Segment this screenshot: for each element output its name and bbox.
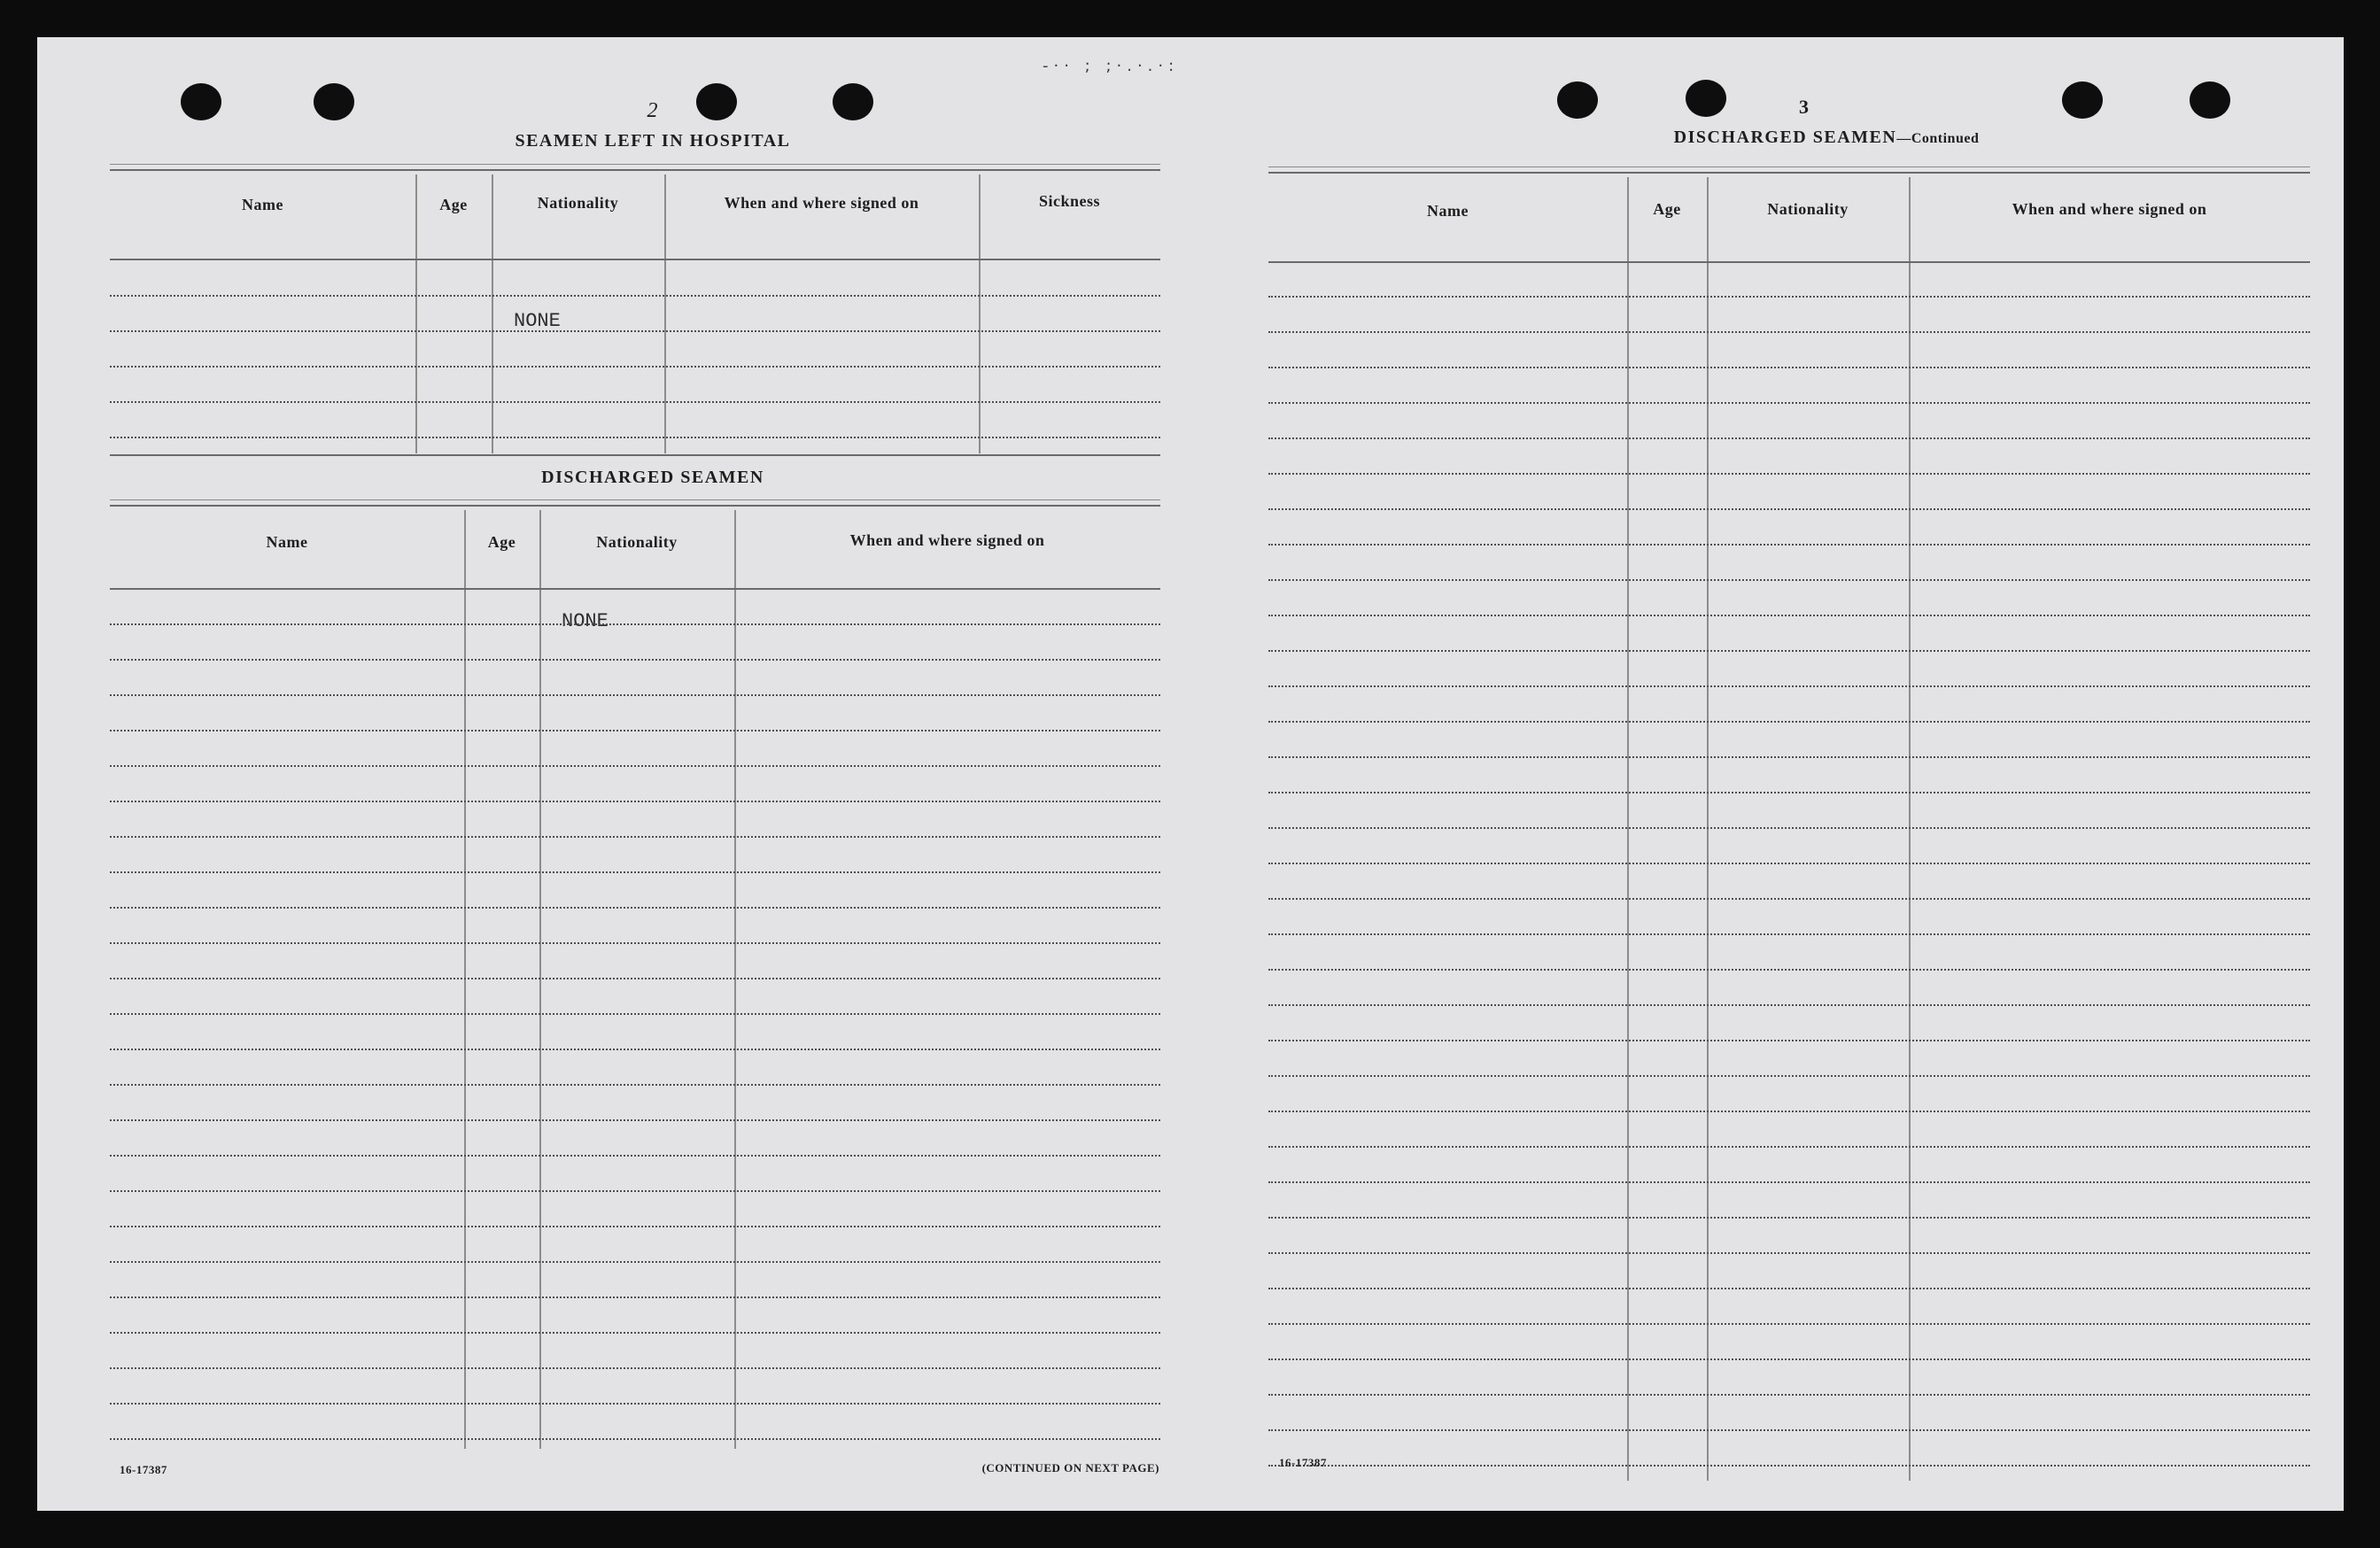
entry-row-line (1268, 1146, 2310, 1148)
divider (1268, 166, 2310, 167)
entry-row-line (1268, 1004, 2310, 1006)
right-page-number: 3 (1799, 96, 1810, 118)
column-rule (492, 174, 493, 453)
entry-row-line (1268, 1111, 2310, 1112)
punch-hole (833, 83, 873, 120)
entry-row-line (1268, 1358, 2310, 1360)
column-rule (734, 510, 736, 1449)
col-header-age: Age (487, 533, 516, 551)
right-title-suffix: —Continued (1896, 131, 1980, 146)
entry-row-line (1268, 1217, 2310, 1219)
form-number-right: 16-17387 (1279, 1456, 1327, 1469)
entry-row-line (110, 1190, 1160, 1192)
entry-row-line (110, 1226, 1160, 1227)
entry-row-line (110, 330, 1160, 332)
hospital-section-title: SEAMEN LEFT IN HOSPITAL (515, 131, 791, 151)
punch-hole (696, 83, 737, 120)
col-header-nationality: Nationality (596, 533, 678, 551)
entry-row-line (1268, 1075, 2310, 1077)
entry-row-line (110, 401, 1160, 403)
entry-row-line (1268, 544, 2310, 546)
punch-hole (2190, 81, 2230, 119)
col-header-name: Name (242, 196, 283, 213)
punch-hole (314, 83, 354, 120)
entry-row-line (1268, 792, 2310, 793)
entry-row-line (110, 1296, 1160, 1298)
entry-row-line (1268, 508, 2310, 510)
entry-row-line (1268, 1465, 2310, 1467)
entry-row-line (1268, 1040, 2310, 1041)
entry-row-line (1268, 969, 2310, 971)
entry-row-line (110, 366, 1160, 368)
entry-row-line (110, 836, 1160, 838)
entry-row-line (110, 907, 1160, 909)
entry-row-line (110, 978, 1160, 979)
entry-row-line (1268, 579, 2310, 581)
punch-hole (2062, 81, 2103, 119)
entry-row-line (110, 1332, 1160, 1334)
entry-row-line (1268, 1429, 2310, 1431)
hospital-entry-none: NONE (514, 310, 561, 332)
entry-row-line (1268, 1394, 2310, 1396)
entry-row-line (110, 1013, 1160, 1015)
entry-row-line (110, 1155, 1160, 1157)
entry-row-line (1268, 296, 2310, 298)
divider (110, 169, 1160, 171)
col-header-signed-on: When and where signed on (2012, 200, 2207, 218)
col-header-nationality: Nationality (1767, 200, 1849, 218)
entry-row-line (110, 871, 1160, 873)
divider (110, 505, 1160, 507)
col-header-name: Name (266, 533, 308, 551)
entry-row-line (110, 801, 1160, 802)
entry-row-line (1268, 756, 2310, 758)
discharged-table-right (1268, 177, 2310, 1488)
entry-row-line (110, 942, 1160, 944)
punch-hole (1686, 80, 1726, 117)
entry-row-line (1268, 615, 2310, 616)
col-header-nationality: Nationality (537, 194, 619, 212)
right-section-title (1419, 128, 2234, 148)
entry-row-line (110, 1084, 1160, 1086)
punch-hole (181, 83, 221, 120)
entry-row-line (110, 659, 1160, 661)
entry-row-line (1268, 650, 2310, 652)
hospital-table (110, 174, 1160, 493)
form-sheet (37, 37, 2344, 1511)
entry-row-line (110, 295, 1160, 297)
discharged-entry-none: NONE (562, 610, 609, 632)
discharged-section-title: DISCHARGED SEAMEN (541, 468, 764, 487)
entry-row-line (1268, 1288, 2310, 1289)
header-rule (1268, 261, 2310, 263)
discharged-table-left (110, 510, 1160, 1458)
entry-row-line (110, 623, 1160, 625)
column-rule (979, 174, 981, 453)
punch-hole (1557, 81, 1598, 119)
entry-row-line (110, 694, 1160, 696)
col-header-age: Age (1653, 200, 1681, 218)
entry-row-line (1268, 402, 2310, 404)
entry-row-line (1268, 1323, 2310, 1325)
entry-row-line (110, 1367, 1160, 1369)
entry-row-line (110, 437, 1160, 438)
divider (110, 454, 1160, 456)
entry-row-line (1268, 331, 2310, 333)
entry-row-line (110, 1119, 1160, 1121)
entry-row-line (1268, 685, 2310, 687)
entry-row-line (110, 1403, 1160, 1405)
column-rule (1707, 177, 1709, 1481)
continued-note: (CONTINUED ON NEXT PAGE) (981, 1461, 1159, 1474)
column-rule (1909, 177, 1911, 1481)
col-header-signed-on: When and where signed on (724, 194, 919, 212)
column-rule (664, 174, 666, 453)
divider (110, 499, 1160, 500)
entry-row-line (110, 1049, 1160, 1050)
entry-row-line (1268, 898, 2310, 900)
right-title-text: DISCHARGED SEAMEN (1673, 128, 1897, 147)
col-header-signed-on: When and where signed on (849, 531, 1045, 549)
header-rule (110, 259, 1160, 260)
col-header-age: Age (439, 196, 468, 213)
entry-row-line (1268, 473, 2310, 475)
entry-row-line (1268, 437, 2310, 439)
entry-row-line (1268, 827, 2310, 829)
divider (1268, 172, 2310, 174)
entry-row-line (1268, 933, 2310, 935)
col-header-sickness: Sickness (1038, 192, 1101, 210)
entry-row-line (1268, 1181, 2310, 1183)
divider (110, 164, 1160, 165)
column-rule (415, 174, 417, 453)
entry-row-line (110, 1438, 1160, 1440)
entry-row-line (1268, 721, 2310, 723)
entry-row-line (110, 730, 1160, 731)
left-page-number: 2 (647, 99, 659, 122)
col-header-name: Name (1427, 202, 1469, 220)
column-rule (1627, 177, 1629, 1481)
entry-row-line (1268, 1252, 2310, 1254)
header-rule (110, 588, 1160, 590)
column-rule (539, 510, 541, 1449)
entry-row-line (110, 1261, 1160, 1263)
entry-row-line (1268, 863, 2310, 864)
top-pen-marks: -·· ; ;·.·.·: (1043, 57, 1180, 75)
entry-row-line (1268, 367, 2310, 368)
entry-row-line (110, 765, 1160, 767)
column-rule (464, 510, 466, 1449)
form-number-left: 16-17387 (120, 1463, 167, 1476)
